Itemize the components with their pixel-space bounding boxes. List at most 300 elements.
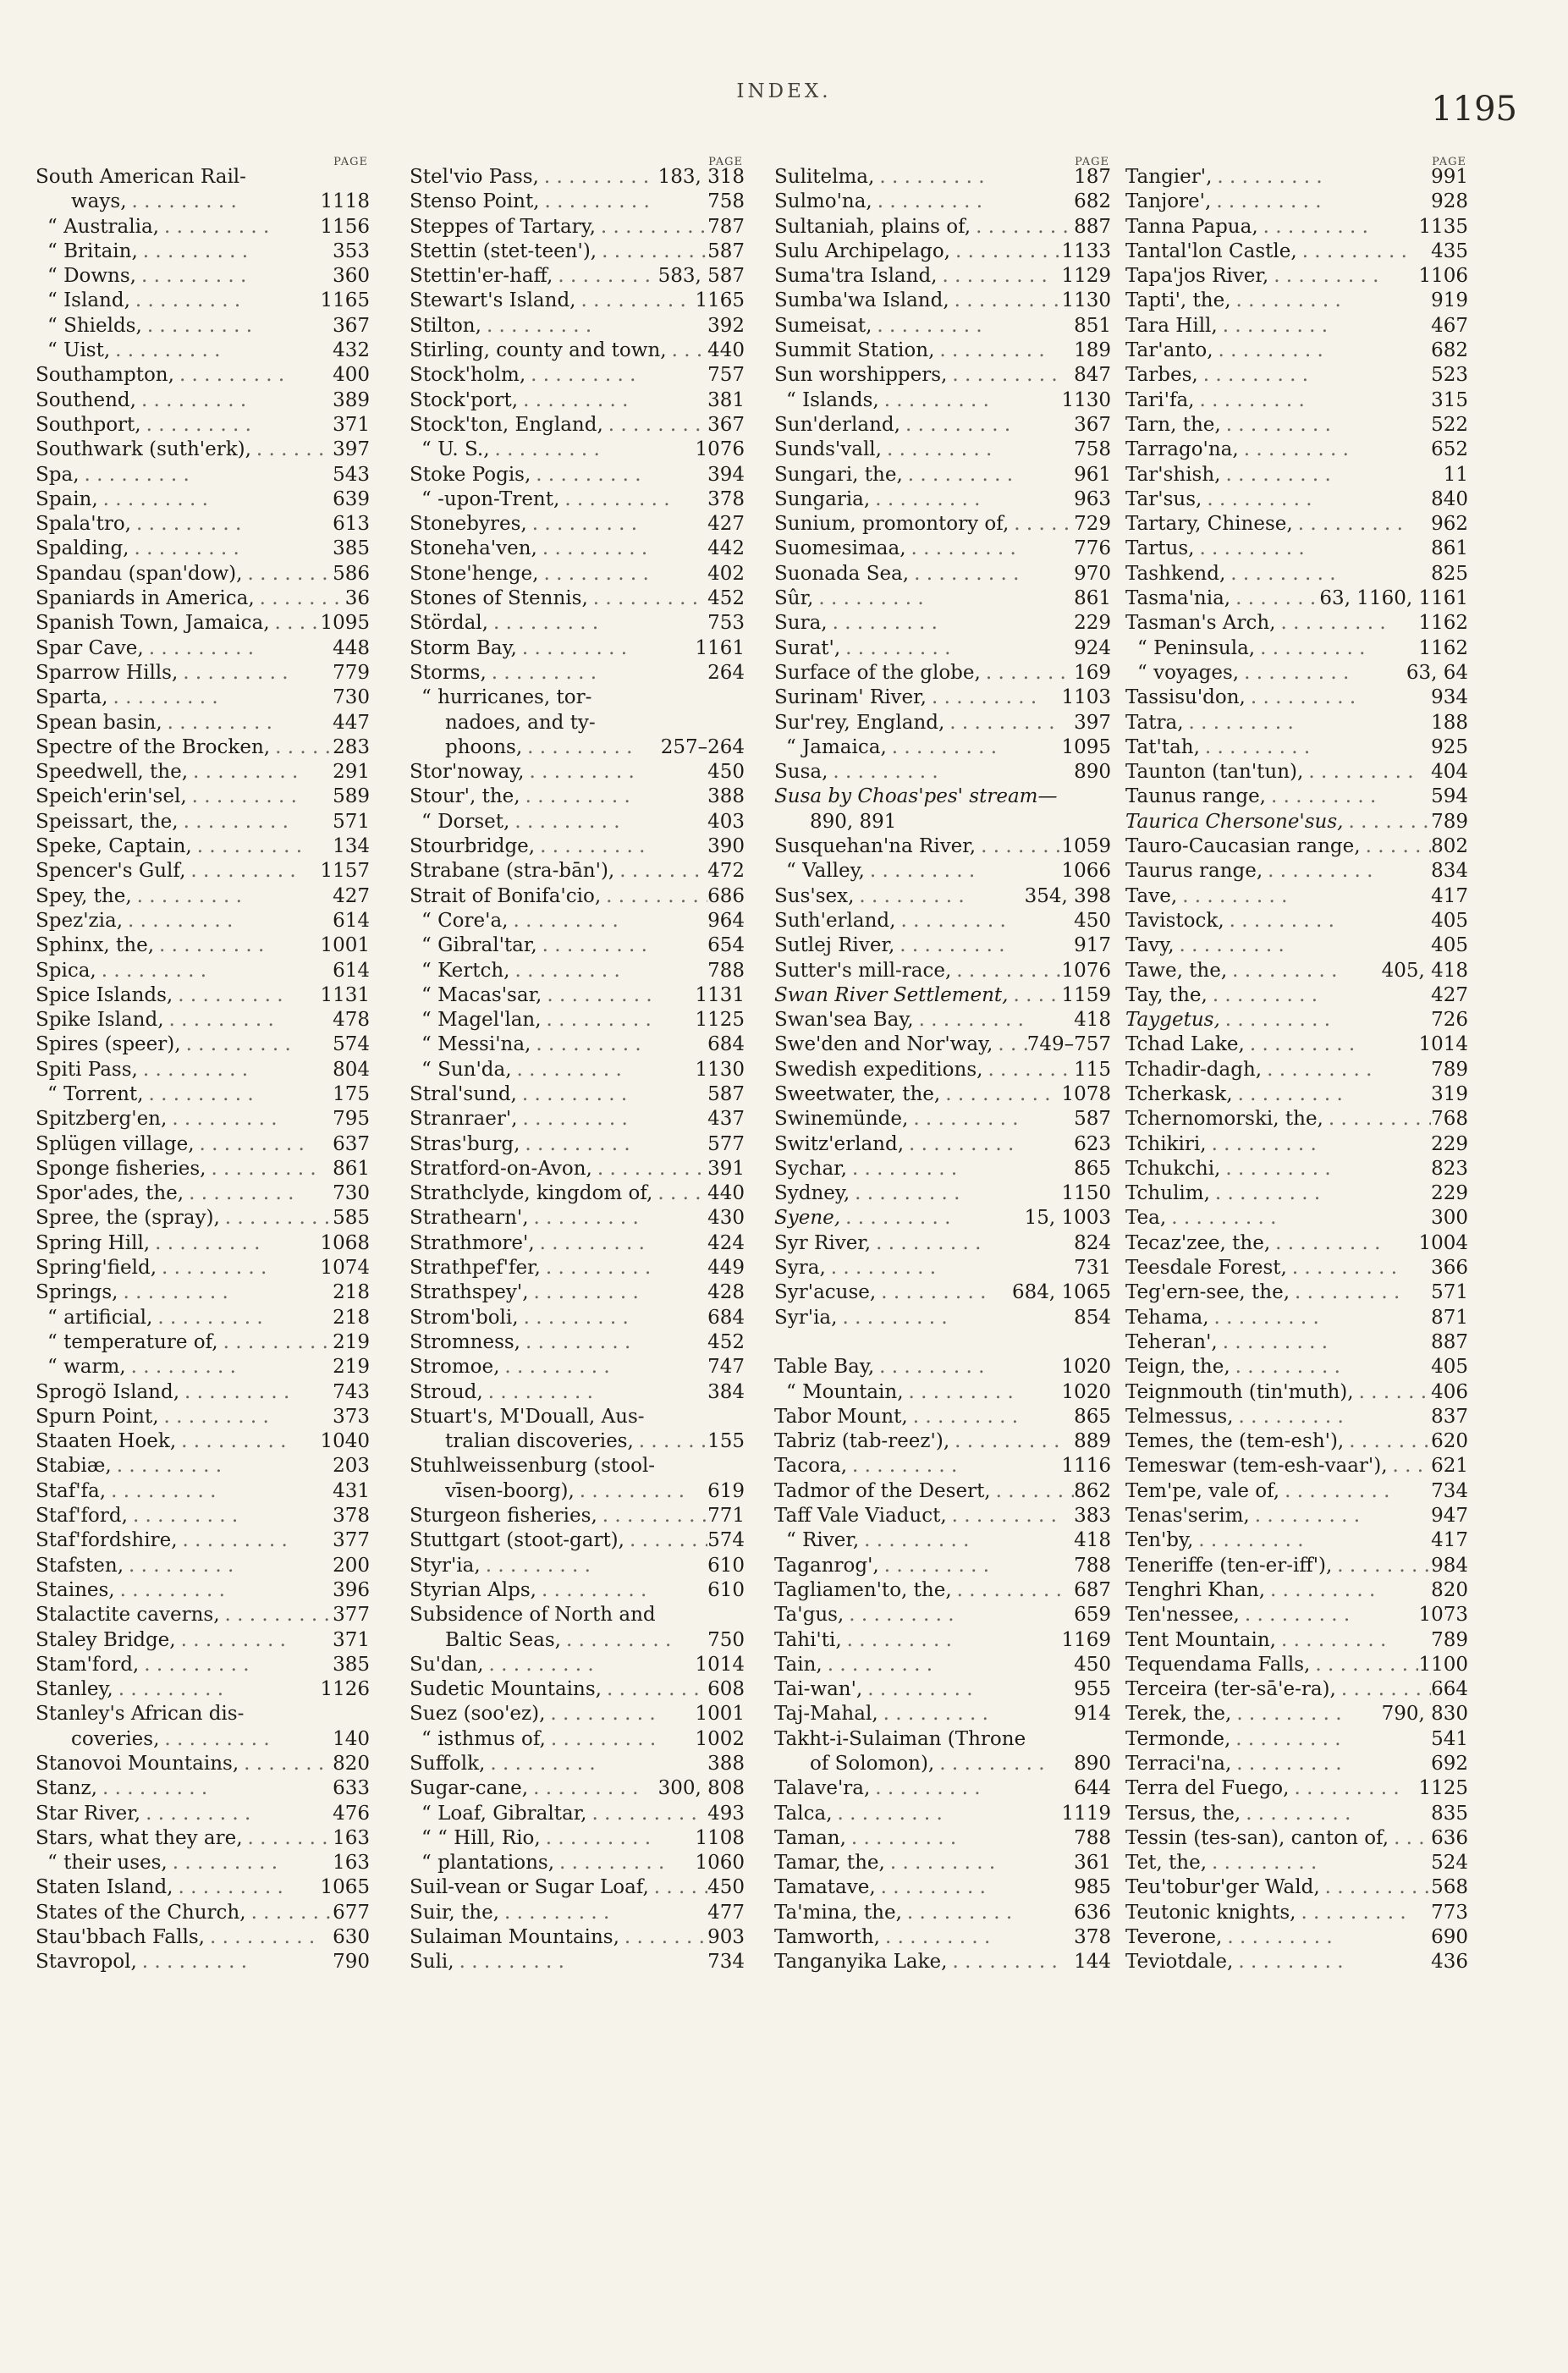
index-entry-page: 637 [333,1132,370,1155]
index-entry-page: 970 [1074,562,1111,585]
index-entry-page: 385 [333,1653,370,1676]
index-entry-page: 541 [1431,1727,1468,1750]
index-entry-page: 758 [1074,438,1111,461]
index-entry-term: Suomesimaa, [774,537,906,560]
dot-leader [1218,1330,1431,1355]
index-entry-term: Susquehan'na River, [774,835,977,858]
index-entry-page: 1014 [695,1653,745,1676]
dot-leader [828,611,1075,636]
index-entry-term: Taganrog', [774,1554,879,1577]
dot-leader [239,1752,333,1776]
index-entry-page: 758 [707,190,745,213]
index-entry-term: Tagliamen'to, the, [774,1578,952,1601]
dot-leader [1233,1405,1431,1429]
index-entry-term: “ their uses, [47,1852,168,1875]
index-entry [410,1826,745,1851]
index-entry-term: “ plantations, [421,1852,555,1875]
index-entry-page: 188 [1431,711,1468,734]
index-entry-term: Stour', the, [410,785,520,808]
index-entry-term: “ isthmus of, [421,1727,546,1750]
index-entry [36,339,370,363]
index-entry-term: Switz'erland, [774,1132,905,1155]
dot-leader [619,1925,707,1950]
index-entry [36,512,370,537]
index-entry [36,487,370,512]
index-entry-term: Stratford-on-Avon, [410,1157,592,1180]
dot-leader [649,1875,707,1900]
index-entry-term: Terek, the, [1125,1703,1232,1726]
index-entry [36,240,370,264]
dot-leader [1265,1578,1431,1603]
index-entry [410,215,745,240]
index-entry [410,810,745,834]
index-entry-term: Staf'fa, [36,1479,107,1502]
index-column-3 [774,156,1111,1975]
index-entry [410,1280,745,1305]
index-entry [36,1727,370,1752]
dot-leader [1293,512,1431,537]
index-entry-page: 200 [333,1554,370,1577]
index-entry [774,1752,1111,1776]
dot-leader [129,537,333,561]
dot-leader [185,859,320,884]
index-entry-page: 418 [1074,1009,1111,1032]
dot-leader [178,1528,333,1553]
index-entry-term: Sydney, [774,1182,850,1205]
index-entry-term: Surat', [774,636,841,659]
index-entry-term: Spring Hill, [36,1231,151,1254]
index-entry-term: tralian discoveries, [445,1430,634,1453]
index-entry-term: Sur'rey, England, [774,711,945,734]
index-entry-term: phoons, [445,735,523,758]
index-entry [36,1008,370,1032]
index-entry [36,1950,370,1974]
index-entry [410,1355,745,1379]
index-entry-page: 450 [707,1876,745,1899]
index-entry [36,289,370,313]
dot-leader [220,1603,333,1627]
index-entry-page: 768 [1431,1108,1468,1131]
index-entry-page: 449 [707,1257,745,1280]
index-entry [1125,1306,1468,1330]
index-entry [774,264,1111,289]
dot-leader [179,1380,333,1405]
dot-leader [1194,537,1431,561]
dot-leader [173,1875,321,1900]
index-entry [1125,1181,1468,1206]
dot-leader [251,438,333,462]
dot-leader [1231,289,1432,313]
index-entry-term: Spica, [36,959,96,982]
index-entry-page: 396 [333,1578,370,1601]
index-entry [1125,487,1468,512]
index-entry-page: 659 [1074,1604,1111,1627]
index-entry-term: Stourbridge, [410,835,536,858]
dot-leader [520,785,708,809]
index-entry-page: 682 [1431,339,1468,362]
dot-leader [187,785,333,809]
index-entry-page: 1159 [1061,983,1111,1006]
index-entry-term: “ Uist, [47,339,111,362]
index-entry [774,760,1111,785]
index-entry-page: 1165 [695,289,745,312]
index-entry [1125,264,1468,289]
index-entry-term: Tay, the, [1125,983,1208,1006]
index-entry-page: 749–757 [1026,1033,1111,1056]
dot-leader [536,1578,707,1603]
index-entry-term: Teverone, [1125,1926,1223,1949]
index-entry [774,1280,1111,1305]
index-entry-term: Spor'ades, the, [36,1182,184,1205]
index-entry-page: 283 [333,735,370,758]
dot-leader [499,1901,707,1925]
index-entry [1125,438,1468,462]
dot-leader [879,1554,1074,1578]
index-entry [36,1231,370,1256]
index-entry-page: 963 [1074,487,1111,510]
dot-leader [840,636,1074,661]
index-entry [774,1107,1111,1131]
dot-leader [243,1826,333,1851]
dot-leader [126,1355,333,1379]
index-entry-page: 730 [333,1182,370,1205]
index-entry-page: 1068 [320,1231,370,1254]
index-entry-term: Tave, [1125,884,1178,907]
dot-leader [128,1504,333,1528]
index-entry [36,959,370,983]
index-entry [36,1355,370,1379]
index-entry-term: Swinemünde, [774,1108,909,1131]
index-entry-term: Tanna Papua, [1125,215,1258,238]
dot-leader [624,1528,707,1553]
index-entry [774,636,1111,661]
dot-leader [483,1653,695,1677]
dot-leader [1221,413,1431,438]
dot-leader [195,1132,333,1157]
dot-leader [1268,264,1418,289]
index-entry-term: Telmessus, [1125,1405,1234,1428]
index-entry-page: 571 [1431,1281,1468,1304]
index-entry-term: “ Mountain, [786,1380,904,1403]
index-entry [774,1380,1111,1405]
index-entry-term: Sudetic Mountains, [410,1678,602,1701]
index-entry-term: Styr'ia, [410,1554,481,1577]
index-entry [1125,1256,1468,1280]
index-entry-term: “ temperature of, [47,1330,218,1353]
index-entry-page: 390 [707,835,745,858]
dot-leader [887,735,1062,760]
index-entry-term: Stoneha'ven, [410,537,537,560]
dot-leader [176,1628,333,1653]
index-entry-page: 493 [707,1802,745,1825]
index-entry-page: 820 [333,1753,370,1775]
index-entry [774,363,1111,388]
index-entry-term: Tara Hill, [1125,314,1218,337]
dot-leader [596,215,707,240]
index-entry [36,388,370,413]
index-entry-term: “ Loaf, Gibraltar, [421,1802,587,1825]
index-entry-term: Stabiæ, [36,1455,112,1478]
index-entry-term: Swe'den and Nor'way, [774,1033,993,1056]
dot-leader [1230,1355,1431,1379]
dot-leader [1209,1306,1432,1330]
index-entry-page: 871 [1431,1306,1468,1329]
index-entry-term: Tar'sus, [1125,487,1202,510]
dot-leader [531,1032,707,1057]
index-entry-page: 779 [333,661,370,684]
index-entry-term: “ warm, [47,1356,126,1379]
index-entry [410,933,745,958]
index-entry [1125,1429,1468,1454]
index-entry-page: 795 [333,1108,370,1131]
index-entry [36,1554,370,1578]
dot-leader [1008,983,1061,1008]
dot-leader [872,190,1074,214]
index-entry-term: Spa, [36,463,80,486]
index-entry [410,1504,745,1528]
index-entry-page: 163 [333,1852,370,1875]
index-entry-term: Taurus range, [1125,860,1263,883]
dot-leader [167,1107,333,1131]
dot-leader [1240,1603,1419,1627]
index-entry-term: Stromness, [410,1330,520,1353]
index-entry-page: 388 [707,785,745,808]
index-entry-page: 1059 [1061,835,1111,858]
dot-leader [205,1925,333,1950]
dot-leader [614,859,707,884]
index-entry-term: Stavropol, [36,1951,137,1974]
dot-leader [927,685,1062,710]
index-entry-term: Strathearn', [410,1207,529,1230]
index-entry-term: Taygetus, [1125,1009,1220,1032]
index-entry [1125,661,1468,685]
dot-leader [1245,1032,1419,1057]
index-entry-term: Tanjore', [1125,190,1212,213]
dot-leader [184,1181,333,1206]
index-entry-term: Southampton, [36,364,174,387]
index-entry-page: 388 [707,1753,745,1775]
index-entry [36,1702,370,1726]
dot-leader [159,1727,333,1752]
dot-leader [520,1330,707,1355]
index-entry-page: 610 [707,1554,745,1577]
index-entry-term: Teg'ern-see, the, [1125,1281,1290,1304]
index-column-2 [410,156,745,1975]
index-entry-page: 405, 418 [1381,959,1468,982]
index-entry-term: Tamworth, [774,1926,880,1949]
index-entry-page: 834 [1431,860,1468,883]
index-entry [1125,1355,1468,1379]
index-entry-term: Stars, what they are, [36,1826,243,1849]
index-entry [410,363,745,388]
index-entry-term: ways, [71,190,127,213]
index-entry-term: Stras'burg, [410,1132,520,1155]
index-entry-page: 687 [1074,1578,1111,1601]
index-entry-page: 577 [707,1132,745,1155]
index-entry-term: “ Valley, [786,860,865,883]
index-entry [774,1306,1111,1330]
index-entry-page: 1116 [1061,1455,1111,1478]
index-entry-term: Taurica Chersone'sus, [1125,810,1344,833]
dot-leader [1231,1702,1381,1726]
index-entry [410,289,745,313]
index-entry-term: Sturgeon fisheries, [410,1505,597,1528]
index-entry-page: 771 [707,1505,745,1528]
index-entry-page: 861 [333,1157,370,1180]
dot-leader [885,1851,1074,1875]
index-entry-page: 183, 318 [657,166,745,188]
index-entry-term: Stel'vio Pass, [410,166,539,188]
dot-leader [454,1950,708,1974]
index-entry-page: 428 [707,1281,745,1304]
index-entry-page: 1157 [320,860,370,883]
dot-leader [488,611,707,636]
index-entry [36,1380,370,1405]
index-entry [36,1181,370,1206]
dot-leader [592,1157,707,1181]
dot-leader [139,1653,333,1677]
index-entry-term: Springs, [36,1281,118,1304]
index-entry [410,1032,745,1057]
index-entry-page: 613 [333,513,370,536]
letter-section-gap [774,1330,1111,1355]
dot-leader [481,314,707,339]
index-entry-term: Strait of Bonifa'cio, [410,884,602,907]
index-entry-term: “ Macas'sar, [421,983,542,1006]
dot-leader [1320,1875,1431,1900]
index-entry [1125,1702,1468,1726]
dot-leader [542,983,695,1008]
index-entry [36,537,370,561]
index-entry [774,1776,1111,1801]
index-entry-page: 684, 1065 [1011,1281,1111,1304]
index-entry [410,1181,745,1206]
index-entry [36,1058,370,1082]
index-entry-page: 890 [1074,1753,1111,1775]
index-entry-term: Surface of the globe, [774,661,981,684]
dot-leader [937,264,1061,289]
dot-leader [904,1380,1062,1405]
index-entry-term: Tar'anto, [1125,339,1213,362]
index-entry-term: Staines, [36,1578,115,1601]
index-entry-page: 862 [1074,1479,1111,1502]
index-entry-page: 726 [1431,1009,1468,1032]
dot-leader [541,1256,707,1280]
index-entry-term: Tchikiri, [1125,1132,1207,1155]
index-entry-term: Tantal'lon Castle, [1125,240,1297,262]
index-entry-page: 1066 [1061,860,1111,883]
index-entry [1125,760,1468,785]
index-entry [774,1653,1111,1677]
index-entry-term: Sweetwater, the, [774,1082,941,1105]
index-entry-term: Spey, the, [36,884,132,907]
index-entry [1125,909,1468,933]
index-entry [410,1554,745,1578]
index-entry [1125,685,1468,710]
index-entry [1125,388,1468,413]
index-entry-term: Baltic Seas, [445,1628,561,1651]
index-entry-term: Tenghri Khan, [1125,1578,1266,1601]
index-entry [410,1231,745,1256]
index-entry [36,834,370,859]
index-entry-page: 522 [1431,413,1468,436]
index-entry [36,1504,370,1528]
index-entry-page: 730 [333,686,370,709]
index-entry-page: 865 [1074,1405,1111,1428]
dot-leader [538,562,707,586]
index-entry [774,190,1111,214]
index-entry-page: 917 [1074,934,1111,957]
index-entry-term: Stromoe, [410,1356,500,1379]
dot-leader [906,537,1075,561]
dot-leader [179,810,333,834]
index-entry-page: 955 [1074,1678,1111,1701]
dot-leader [1009,512,1074,537]
index-entry-page: 478 [333,1009,370,1032]
index-entry [1125,1479,1468,1504]
dot-leader [137,1950,333,1974]
dot-leader [1213,339,1432,363]
index-entry [410,586,745,611]
index-entry [410,959,745,983]
index-entry [36,1306,370,1330]
index-entry [410,785,745,809]
index-entry-term: Sychar, [774,1157,847,1180]
dot-leader [1276,1628,1431,1653]
index-entry-page: 450 [1074,909,1111,932]
index-entry-page: 961 [1074,463,1111,486]
index-entry-page: 825 [1431,562,1468,585]
index-entry [774,1950,1111,1974]
dot-leader [934,1752,1074,1776]
dot-leader [882,438,1074,462]
index-entry-term: “ “ Hill, Rio, [421,1826,541,1849]
index-entry [1125,1677,1468,1702]
index-entry [36,1925,370,1950]
index-entry [774,884,1111,909]
index-entry-page: 684 [707,1033,745,1056]
index-entry [1125,1206,1468,1231]
index-entry [774,1181,1111,1206]
index-entry [410,983,745,1008]
index-entry-page: 1001 [695,1703,745,1726]
index-entry-term: “ Torrent, [47,1082,144,1105]
index-entry-page: 427 [333,884,370,907]
index-entry-term: Termonde, [1125,1727,1231,1750]
index-entry [1125,1280,1468,1305]
index-entry [1125,1826,1468,1851]
index-entry [410,1851,745,1875]
dot-leader [553,264,657,289]
dot-leader [518,388,707,413]
index-entry [1125,1528,1468,1553]
index-entry-page: 984 [1431,1554,1468,1577]
index-entry [36,1454,370,1478]
index-entry-page: 477 [707,1901,745,1924]
index-entry-term: Talca, [774,1802,833,1825]
index-entry-term: Temes, the (tem-esh'), [1125,1430,1345,1453]
index-entry-page: 431 [333,1479,370,1502]
index-entry-page: 219 [333,1356,370,1379]
dot-leader [1207,1851,1431,1875]
index-entry-term: Spalding, [36,537,129,560]
index-entry-term: Spanish Town, Jamaica, [36,612,270,635]
dot-leader [510,959,708,983]
index-entry-page: 594 [1431,785,1468,808]
dot-leader [1220,463,1443,487]
dot-leader [554,1851,695,1875]
index-entry-page: 452 [707,1330,745,1353]
